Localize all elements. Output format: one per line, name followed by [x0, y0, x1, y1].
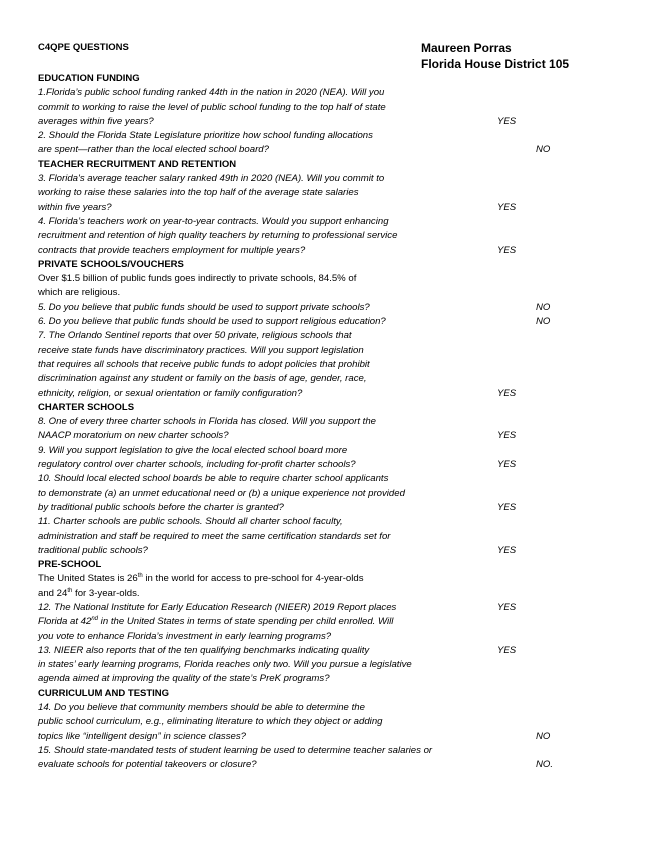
- text-line: [38, 472, 618, 486]
- answer-no: NO: [536, 301, 551, 313]
- line-text: 3. Florida's average teacher salary ranked 49th in 2020 (NEA). Will you commit to: [38, 173, 385, 185]
- text-line: [38, 86, 618, 100]
- line-text: 15. Should state-mandated tests of student learning be used to determine teacher salaries or: [38, 744, 433, 756]
- superscript: th: [137, 573, 143, 580]
- answer-no: NO: [536, 144, 551, 156]
- line-text: 7. The Orlando Sentinel reports that over 50 private, religious schools that: [38, 330, 352, 342]
- text-line: [38, 172, 618, 186]
- line-text: to demonstrate (a) an unmet educational need or (b) a unique experience not provided: [38, 487, 405, 499]
- text-line: [38, 572, 618, 586]
- line-text: 8. One of every three charter schools in Florida has closed. Will you support the: [38, 416, 376, 428]
- text-line: [38, 286, 618, 300]
- answer-yes: YES: [497, 644, 517, 656]
- text-line: [38, 630, 618, 644]
- text-line: [38, 615, 618, 629]
- section-heading: [38, 401, 618, 415]
- candidate-name: Maureen Porras: [421, 41, 512, 55]
- line-text: Florida at 42: [38, 616, 92, 628]
- text-line: [38, 244, 618, 258]
- answer-yes: YES: [497, 115, 517, 127]
- text-line: [38, 315, 618, 329]
- text-line: [38, 201, 618, 215]
- line-text-cont: in the United States in terms of state spending per child enrolled. Will: [98, 616, 394, 628]
- line-text: are spent—rather than the local elected school board?: [38, 144, 269, 156]
- answer-no: NO: [536, 316, 551, 328]
- text-line: [38, 115, 618, 129]
- line-text: 10. Should local elected school boards be able to require charter school applicants: [38, 473, 389, 485]
- line-text: working to raise these salaries into the top half of the average state salaries: [38, 187, 359, 199]
- line-text: commit to working to raise the level of public school funding to the top half of state: [38, 101, 386, 113]
- answer-yes: YES: [497, 387, 517, 399]
- line-text: you vote to enhance Florida’s investment in early learning programs?: [38, 630, 332, 642]
- text-line: [38, 415, 618, 429]
- text-line: [38, 101, 618, 115]
- line-text: CHARTER SCHOOLS: [38, 401, 135, 413]
- text-line: [38, 387, 618, 401]
- text-line: [38, 143, 618, 157]
- text-line: [38, 301, 618, 315]
- text-line: [38, 372, 618, 386]
- line-text: CURRICULUM AND TESTING: [38, 687, 170, 699]
- line-text: recruitment and retention of high quality teachers by returning to professional service: [38, 230, 398, 242]
- line-text: 1.Florida’s public school funding ranked 44th in the nation in 2020 (NEA). Will you: [38, 87, 385, 99]
- line-text-cont: for 3-year-olds.: [72, 587, 140, 599]
- text-line: [38, 129, 618, 143]
- answer-yes: YES: [497, 544, 517, 556]
- line-text: 6. Do you believe that public funds should be used to support religious education?: [38, 316, 386, 328]
- text-line: [38, 186, 618, 200]
- section-heading: [38, 558, 618, 572]
- line-text: 13. NIEER also reports that of the ten qualifying benchmarks indicating quality: [38, 644, 370, 656]
- line-text: 4. Florida’s teachers work on year-to-year contracts. Would you support enhancing: [38, 215, 389, 227]
- line-text: 2. Should the Florida State Legislature prioritize how school funding allocations: [38, 130, 373, 142]
- line-text: Over $1.5 billion of public funds goes indirectly to private schools, 84.5% of: [38, 273, 357, 285]
- text-line: [38, 672, 618, 686]
- line-text: 12. The National Institute for Early Education Research (NIEER) 2019 Report places: [38, 601, 397, 613]
- text-line: [38, 458, 618, 472]
- line-text: PRE-SCHOOL: [38, 559, 102, 571]
- text-line: [38, 515, 618, 529]
- text-line: [38, 587, 618, 601]
- text-line: [38, 644, 618, 658]
- line-text: discrimination against any student or family on the basis of age, gender, race,: [38, 373, 367, 385]
- answer-yes: YES: [497, 201, 517, 213]
- text-line: [38, 758, 618, 772]
- text-line: [38, 329, 618, 343]
- line-text: receive state funds have discriminatory practices. Will you support legislation: [38, 344, 364, 356]
- section-heading: [38, 258, 618, 272]
- line-text: averages within five years?: [38, 115, 154, 127]
- superscript: nd: [91, 616, 99, 623]
- text-line: [38, 215, 618, 229]
- line-text: 9. Will you support legislation to give the local elected school board more: [38, 444, 348, 456]
- line-text: by traditional public schools before the charter is granted?: [38, 501, 284, 513]
- line-text: within five years?: [38, 201, 112, 213]
- line-text: contracts that provide teachers employment for multiple years?: [38, 244, 306, 256]
- candidate-district: Florida House District 105: [421, 57, 570, 71]
- section-heading: [38, 158, 618, 172]
- line-text: NAACP moratorium on new charter schools?: [38, 430, 229, 442]
- line-text: agenda aimed at improving the quality of the state’s PreK programs?: [38, 673, 330, 685]
- answer-yes: YES: [497, 501, 517, 513]
- text-line: [38, 487, 618, 501]
- answer-yes: YES: [497, 601, 517, 613]
- line-text: The United States is 26: [38, 573, 138, 585]
- text-line: [38, 544, 618, 558]
- line-text: in states’ early learning programs, Florida reaches only two. Will you pursue a legislative: [38, 659, 412, 671]
- section-heading: [38, 72, 618, 86]
- text-line: [38, 715, 618, 729]
- line-text: public school curriculum, e.g., eliminating literature to which they object or adding: [38, 716, 383, 728]
- text-line: [38, 730, 618, 744]
- line-text: EDUCATION FUNDING: [38, 73, 140, 84]
- line-text: administration and staff be required to meet the same certification standards set for: [38, 530, 391, 542]
- line-text-cont: in the world for access to pre-school for 4-year-olds: [142, 573, 364, 585]
- questionnaire-body: [38, 72, 618, 773]
- line-text: 5. Do you believe that public funds should be used to support private schools?: [38, 301, 370, 313]
- text-line: [38, 658, 618, 672]
- line-text: TEACHER RECRUITMENT AND RETENTION: [38, 158, 237, 170]
- section-heading: [38, 687, 618, 701]
- answer-yes: YES: [497, 459, 517, 471]
- line-text: 14. Do you believe that community members should be able to determine the: [38, 702, 365, 714]
- line-text: 11. Charter schools are public schools. Should all charter school faculty,: [38, 516, 343, 528]
- candidate-block: [421, 40, 569, 72]
- superscript: th: [67, 587, 73, 594]
- answer-yes: YES: [497, 244, 517, 256]
- text-line: [38, 444, 618, 458]
- line-text: topics like “intelligent design” in science classes?: [38, 730, 246, 742]
- line-text: that requires all schools that receive public funds to adopt policies that prohibit: [38, 358, 370, 370]
- line-text: which are religious.: [38, 287, 121, 299]
- text-line: [38, 601, 618, 615]
- document-title: C4QPE QUESTIONS: [38, 42, 129, 53]
- line-text: evaluate schools for potential takeovers or closure?: [38, 759, 257, 771]
- line-text: and 24: [38, 587, 68, 599]
- answer-no: NO.: [536, 759, 554, 771]
- line-text: PRIVATE SCHOOLS/VOUCHERS: [38, 258, 184, 270]
- answer-yes: YES: [497, 430, 517, 442]
- line-text: ethnicity, religion, or sexual orientation or family configuration?: [38, 387, 303, 399]
- text-line: [38, 229, 618, 243]
- text-line: [38, 501, 618, 515]
- line-text: traditional public schools?: [38, 544, 148, 556]
- text-line: [38, 344, 618, 358]
- text-line: [38, 358, 618, 372]
- text-line: [38, 530, 618, 544]
- line-text: regulatory control over charter schools, including for-profit charter schools?: [38, 459, 356, 471]
- text-line: [38, 272, 618, 286]
- text-line: [38, 744, 618, 758]
- text-line: [38, 429, 618, 443]
- answer-no: NO: [536, 730, 551, 742]
- text-line: [38, 701, 618, 715]
